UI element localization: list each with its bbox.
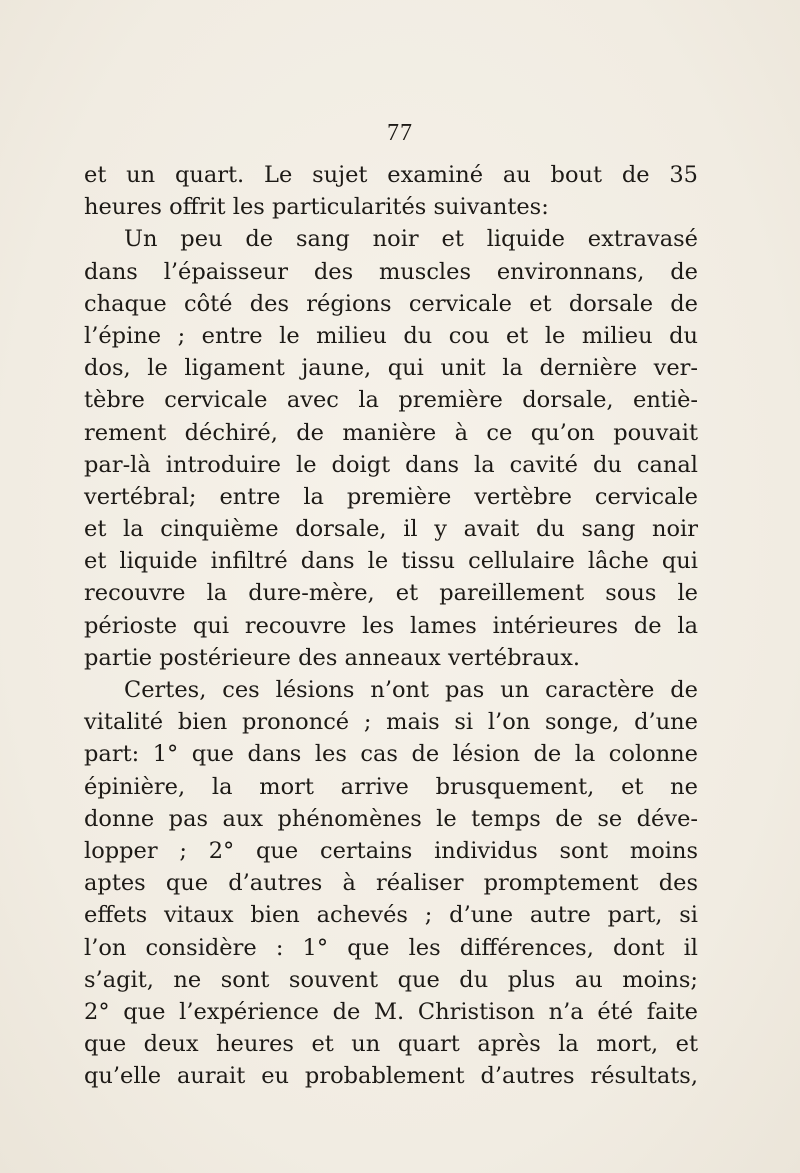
text-line: Certes, ces lésions n’ont pas un caractère de — [124, 677, 698, 703]
text-line: heures offrit les particularités suivantes: — [84, 194, 549, 221]
text-line: et la cinquième dorsale, il y avait du sang noir — [84, 516, 698, 543]
text-line: donne pas aux phénomènes le temps de se déve- — [84, 805, 698, 832]
text-line: vitalité bien prononcé ; mais si l’on songe, d’une — [84, 709, 698, 736]
text-line: s’agit, ne sont souvent que du plus au moins; — [84, 966, 698, 993]
text-line: que deux heures et un quart après la mort, et — [84, 1031, 698, 1058]
text-line: part: 1° que dans les cas de lésion de la colonne — [84, 741, 698, 768]
text-line: l’épine ; entre le milieu du cou et le milieu du — [84, 322, 698, 349]
text-line: effets vitaux bien achevés ; d’une autre part, si — [84, 902, 698, 929]
body-text — [84, 159, 698, 1092]
text-line: recouvre la dure-mère, et pareillement sous le — [84, 580, 698, 607]
text-line: rement déchiré, de manière à ce qu’on pouvait — [84, 419, 698, 446]
text-line: épinière, la mort arrive brusquement, et ne — [84, 773, 698, 800]
text-line: l’on considère : 1° que les différences, dont il — [84, 934, 698, 961]
text-line: lopper ; 2° que certains individus sont moins — [84, 837, 698, 864]
text-line: tèbre cervicale avec la première dorsale, entiè- — [84, 387, 698, 414]
text-line: partie postérieure des anneaux vertébraux. — [84, 644, 581, 671]
text-line: et liquide infiltré dans le tissu cellulaire lâche qui — [84, 548, 698, 575]
text-line: par-là introduire le doigt dans la cavité du canal — [84, 451, 698, 478]
text-line: dans l’épaisseur des muscles environnans, de — [84, 258, 698, 285]
text-line: 2° que l’expérience de M. Christison n’a été faite — [84, 998, 698, 1025]
text-line: et un quart. Le sujet examiné au bout de 35 — [84, 162, 698, 188]
text-line: aptes que d’autres à réaliser promptement des — [84, 870, 698, 897]
text-line: vertébral; entre la première vertèbre cervicale — [84, 483, 698, 510]
page-number: 77 — [387, 120, 413, 146]
text-line: dos, le ligament jaune, qui unit la dernière ver- — [84, 355, 698, 382]
text-line: chaque côté des régions cervicale et dorsale de — [84, 290, 698, 317]
text-line: Un peu de sang noir et liquide extravasé — [124, 226, 698, 253]
text-line: qu’elle aurait eu probablement d’autres résultats, — [84, 1063, 698, 1090]
text-line: périoste qui recouvre les lames intérieures de la — [84, 612, 698, 639]
